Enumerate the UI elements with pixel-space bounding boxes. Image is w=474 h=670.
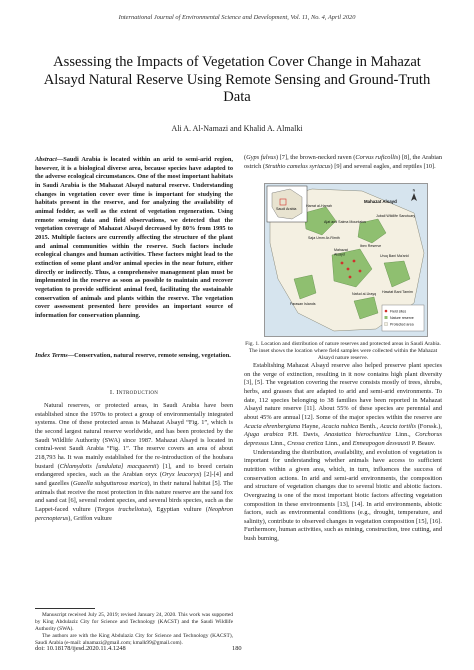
field-site-marker (349, 276, 352, 279)
right-top-text (244, 154, 442, 171)
section-number: I. (109, 389, 115, 396)
intro-species: Torgos tracheliotus (96, 505, 149, 513)
map-title: Mahazat Alsayd (364, 199, 397, 204)
legend-swatch-sites (385, 310, 388, 313)
species: Enneapogon desvauxii (352, 439, 411, 447)
text: P. Beauv. (410, 439, 436, 447)
index-terms-text: Conservation, natural reserve, remote sensing, vegetation. (74, 352, 231, 359)
species: Corchorus depressus (244, 431, 442, 447)
species: Ajuga arabica (244, 431, 284, 439)
text: Linn., and (323, 439, 353, 447)
intro-text: Natural reserves, or protected areas, in Saudi Arabia have been established since the 1970s to protect a group of environmentally integrated systems. One of these protected areas is Mahazat Alsayd “Fig. 1”, which is the second largest natural reserve worldwide, and has been protected by the Saudi Wildlife Authority (SWA) since 1987. Mahazat Alsayd is located in central-west Saudi Arabia “Fig. 1”. The reserve covers an area of about 218,793 ha. It was mainly established for the re-introduction of the houbara bustard ( (35, 402, 233, 470)
place-label: Harrat al-Harrah (306, 204, 332, 208)
footnotes (35, 612, 233, 647)
map-legend (382, 305, 424, 331)
section-heading (35, 389, 233, 396)
text: (Forssk.), (416, 422, 443, 430)
species: Cressa cretica (287, 439, 324, 447)
legend-label: Protected area (390, 322, 414, 327)
field-site-marker (353, 260, 356, 263)
inset-label: Saudi Arabia (276, 207, 297, 211)
paragraph (244, 362, 442, 449)
legend-swatch-protected (385, 323, 388, 326)
intro-text: ) [1], and to breed certain endangered species, such as the Arabian oryx ( (35, 462, 234, 479)
right-body (244, 362, 442, 544)
intro-text: ), in their natural habitat [5]. The animals that receive the most protection in this nature reserve are the sand fox and sand cat [6], several rodent species, and several birds species, such as the Lappet-faced vulture ( (35, 479, 234, 513)
species: Acacia nubica (321, 422, 359, 430)
field-site-marker (347, 268, 350, 271)
text: Benth., (358, 422, 380, 430)
intro-text: ), Egyptian vulture ( (148, 505, 208, 513)
legend-label: Field sites (390, 309, 407, 314)
place-label: Hawtat Bani Tamim (382, 290, 413, 294)
abstract-text: Saudi Arabia is located within an arid to semi-arid region, however, it is a biological diverse area, because species have adapted to the adverse ecological circumstances. One of the most important habitats in Saudi Arabia is the Mahazat Alsayd natural reserve. Understanding changes in vegetation cover over time is important for studying the habitats present in the reserve, and for analyzing the availability of animal fodder, as well as the extent of vegetation regeneration. Using remote sensing data and field observations, we detected that the vegetation coverage of Mahazat Alsayd decreased by 80% from 1995 to 2015. Multiple factors are currently affecting the structure of the plant and animal communities within the reserve. Such factors include ecological changes and human activities. These factors might lead to the extinction of some plant and/or animal species in the near future, either directly or indirectly. Thus, a comprehensive management plan must be implemented in the reserve as soon as possible to maintain and recover vegetation to provide sufficient animal feed, facilitating the sustainable conservation of animals and plants within the reserve. The vegetation cover assessment presented here provides an important source of information for conservation planning. (35, 156, 233, 319)
species: Acacia tortilis (379, 422, 417, 430)
abstract-dash: — (56, 156, 64, 163)
intro-text: ), Griffon vulture (68, 514, 112, 522)
field-site-marker (359, 270, 362, 273)
text: P.H. Davis, (283, 431, 325, 439)
doi: doi: 10.18178/ijesd.2020.11.4.1248 (35, 645, 126, 652)
figure-caption: Fig. 1. Location and distribution of nature reserves and protected areas in Saudi Arabia. The inset shows the location where field samples were collected within the Mahazat Alsayd nature reserve. (245, 341, 441, 361)
introduction (35, 402, 233, 523)
legend-swatch-reserve (385, 316, 388, 319)
text: Linn., (390, 431, 416, 439)
text: ) [8], the Arabian ostrich ( (244, 154, 442, 170)
intro-paragraph (35, 402, 233, 523)
section-title: Introduction (116, 389, 159, 396)
footnote-rule (35, 608, 95, 609)
intro-species: Oryx leucoryx (161, 471, 200, 479)
species: Anastatica hierochuntica (324, 431, 391, 439)
paper-title: Assessing the Impacts of Vegetation Cover Change in Mahazat Alsayd Natural Reserve Using Remote Sensing and Ground-Truth Data (43, 54, 431, 105)
footnote-affiliation: The authors are with the King Abdulaziz City for Science and Technology (KACST), Saudi Arabia (e-mail: alnamazi@gmail.com; kmalk99@gmail.com). (35, 632, 233, 646)
text: Hayne, (300, 422, 322, 430)
field-site-marker (341, 262, 344, 265)
paragraph: Understanding the distribution, availability, and evolution of vegetation is important for understanding whether animals have access to sufficient nutrition within a given area, which, in turn, influences the success of conservation actions. In arid and semi-arid environments, the composition and structure of vegetation changes due to several biotic and abiotic factors. Overgrazing is one of the most important biotic factors affecting vegetation composition in these environments [13], [14]. In arid environments, abiotic factors, such as environmental conditions (e.g., drought, temperature, and salinity), contribute to observed changes in vegetation composition [15], [16]. Furthermore, human activities, such as mining, construction, tree cutting, and bush burning, (244, 448, 442, 543)
intro-species: Gazella subgutturosa marica (73, 479, 148, 487)
svg-text:N: N (412, 188, 416, 193)
legend-label: Nature reserve (390, 315, 414, 320)
species: Gyps fulvus (246, 154, 276, 161)
intro-species: Chlamydotis [undulata] macqueenii (59, 462, 157, 470)
intro-text: ) [2]-[4] and sand gazelles ( (35, 471, 233, 487)
place-label: Alsayd (334, 252, 345, 257)
authors: Ali A. Al-Namazi and Khalid A. Almalki (171, 124, 303, 133)
place-label: Uruq Bani Ma'arid (380, 254, 409, 258)
text: Linn., (268, 439, 288, 447)
place-label: Jubail Wildlife Sanctuary (376, 214, 416, 218)
figure-map (264, 183, 428, 337)
place-label: Nafud al-Urayq (352, 292, 377, 296)
text: ( (244, 154, 247, 161)
species: Corvus ruficollis (355, 154, 399, 161)
intro-species: Neophron percnopterus (35, 505, 233, 522)
index-terms-lead: Index Terms (35, 352, 68, 359)
place-label: Ajat and Salma Mountains (324, 220, 366, 224)
place-label: Mahazat (334, 248, 348, 252)
page-number: 180 (232, 645, 242, 652)
place-label: Saja Umm Ar-Rimth (308, 236, 340, 240)
text: ) [7], the brown-necked raven ( (275, 154, 356, 161)
place-label: Ibex Reserve (360, 244, 382, 248)
place-label: Farasan Islands (290, 302, 316, 306)
footnote-received: Manuscript received July 25, 2019; revised January 24, 2020. This work was supported by King Abdulaziz City for Science and Technology (KACST) and the Saudi Wildlife Authority (SWA). (35, 612, 233, 632)
abstract-lead: Abstract (35, 156, 57, 163)
species: Acacia ehrenbergiana (244, 422, 301, 430)
text: Establishing Mahazat Alsayd reserve also helped preserve plant species on the verge of extinction, resulting in it now contains high plant diversity [3], [5]. The vegetation covering the reserve consists mostly of trees, shrubs, herbs, and grasses that are adapted to arid and semi-arid environments. To date, 112 species belonging to 38 families have been reported in Mahazat Alsayd nature reserve [11]. About 55% of these species are perennial and about 45% are annual [12]. Some of the major species within the reserve are (244, 362, 442, 421)
index-terms (35, 352, 233, 361)
species: Struthio camelus syriacus (264, 162, 331, 170)
running-head: International Journal of Environmental Science and Development, Vol. 11, No. 4, April 2020 (118, 14, 356, 21)
index-terms-dash: — (67, 352, 75, 359)
text: ) [9] and several eagles, and reptiles [10]. (330, 162, 436, 170)
abstract (35, 156, 233, 320)
